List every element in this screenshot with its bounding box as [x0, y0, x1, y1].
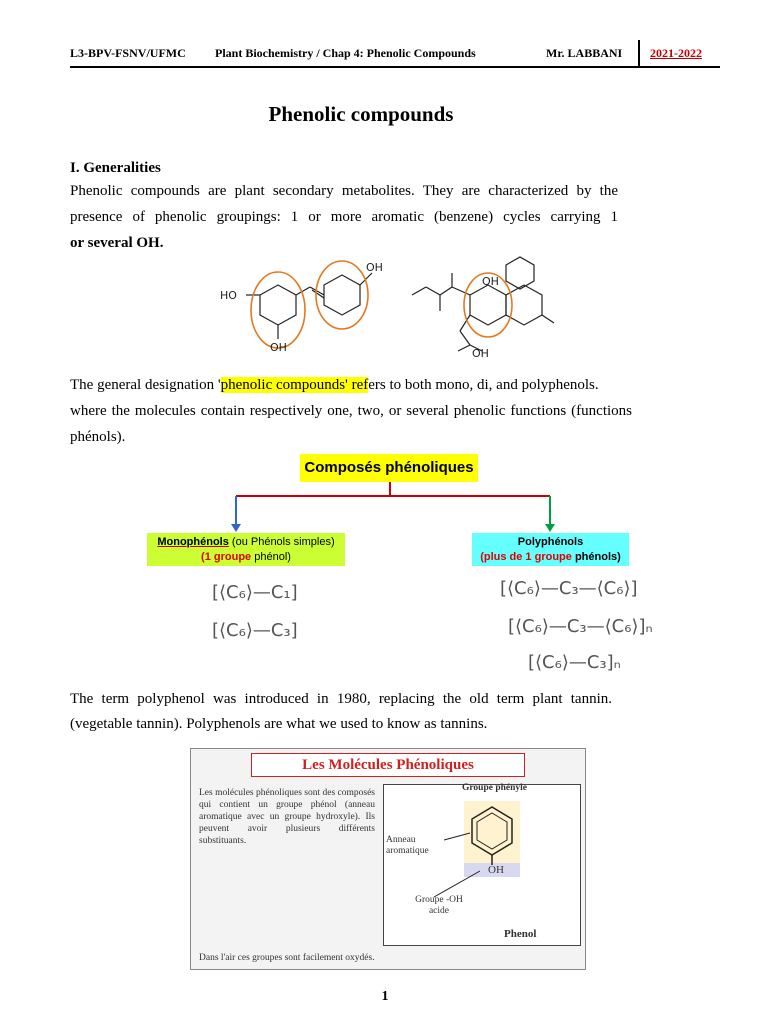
- label-groupe-oh: Groupe -OH acide: [415, 895, 463, 916]
- formula-c6-c3-n: [⟨C₆⟩—C₃]ₙ: [528, 652, 621, 673]
- label-groupe-phenyle: Groupe phényle: [462, 783, 528, 793]
- label-oh-4: OH: [472, 347, 489, 360]
- para2-line2: where the molecules contain respectively one, two, or several phenolic functions (functions: [70, 403, 632, 419]
- benzene-ring-right: [324, 275, 360, 315]
- phenol-structure-box: [383, 784, 581, 946]
- blue-arrow-head: [231, 524, 241, 532]
- benzene-ring-coumarin: [470, 285, 506, 325]
- formula-c6-c3: [⟨C₆⟩—C₃]: [212, 620, 298, 641]
- para1-line2: presence of phenolic groupings: 1 or more aromatic (benzene) cycles carrying 1: [70, 209, 618, 225]
- label-oh-2: OH: [366, 261, 383, 274]
- figure-description: Les molécules phénoliques sont des composés qui contient un groupe phénol (anneau aromatique avec un groupe hydroxyle). Ils peuvent avoir plusieurs différents substituants.: [199, 788, 375, 846]
- label-oh-3: OH: [482, 275, 499, 288]
- benzene-ring-left: [260, 285, 296, 325]
- phenolic-molecules-figure: [190, 748, 586, 970]
- label-oh: OH: [488, 864, 504, 876]
- phenol-structure-svg: [384, 785, 580, 945]
- header-teacher: Mr. LABBANI: [546, 46, 623, 60]
- page-number: 1: [381, 989, 389, 1004]
- header-code: L3-BPV-FSNV/UFMC: [70, 46, 186, 60]
- header-course: Plant Biochemistry / Chap 4: Phenolic Compounds: [215, 46, 476, 60]
- label-phenol: Phenol: [504, 928, 537, 940]
- page-title: Phenolic compounds: [268, 102, 454, 126]
- para3-line2: (vegetable tannin). Polyphenols are what we used to know as tannins.: [70, 716, 488, 732]
- monophenols-box: Monophénols (ou Phénols simples) (1 groupe phénol): [147, 533, 345, 566]
- formula-c6-c3-c6-n: [⟨C₆⟩—C₃—⟨C₆⟩]ₙ: [508, 616, 653, 637]
- diagram-title: Composés phénoliques: [300, 454, 478, 482]
- figure-title: Les Molécules Phénoliques: [251, 753, 525, 777]
- chemical-structures-figure: [200, 255, 580, 365]
- page-header: [70, 40, 720, 68]
- green-arrow-head: [545, 524, 555, 532]
- section-heading: I. Generalities: [70, 160, 161, 176]
- label-oh-1: OH: [270, 341, 287, 354]
- polyphenols-box: Polyphénols (plus de 1 groupe phénols): [472, 533, 629, 566]
- figure-footer: Dans l'air ces groupes sont facilement oxydés.: [199, 953, 375, 963]
- diagram-connectors: [220, 482, 560, 534]
- header-year: 2021-2022: [638, 40, 702, 66]
- label-ho: HO: [220, 289, 237, 302]
- para3-line1: The term polyphenol was introduced in 1980, replacing the old term plant tannin.: [70, 691, 612, 707]
- formula-c6-c3-c6: [⟨C₆⟩—C₃—⟨C₆⟩]: [500, 578, 638, 599]
- label-anneau: Anneau aromatique: [386, 835, 429, 856]
- formula-c6-c1: [⟨C₆⟩—C₁]: [212, 582, 298, 603]
- para1-line1: Phenolic compounds are plant secondary metabolites. They are characterized by the: [70, 183, 618, 199]
- para1-line3: or several OH.: [70, 235, 164, 251]
- para2-line1: The general designation 'phenolic compounds' refers to both mono, di, and polyphenols.: [70, 377, 599, 393]
- para2-line3: phénols).: [70, 429, 126, 445]
